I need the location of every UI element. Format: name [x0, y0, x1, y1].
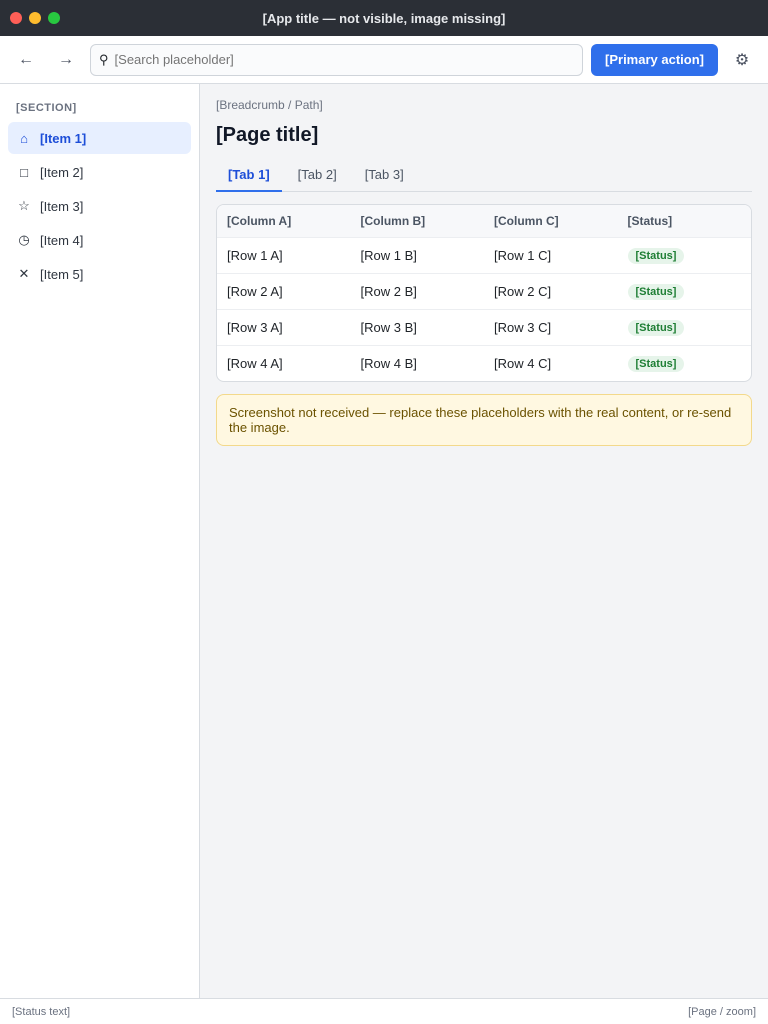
table-header-row	[217, 205, 751, 238]
breadcrumb[interactable]: [Breadcrumb / Path]	[216, 98, 323, 112]
sidebar-item-label: [Item 3]	[40, 198, 84, 214]
home-icon: ⌂	[20, 130, 28, 146]
search-input[interactable]	[115, 52, 574, 67]
minimize-window-button[interactable]	[29, 12, 41, 24]
clock-icon: ◷	[18, 232, 30, 247]
tab-bar	[216, 159, 752, 192]
sidebar-item-4[interactable]	[8, 224, 191, 256]
table-cell: [Row 2 C]	[484, 274, 618, 310]
table-cell: [Row 3 B]	[351, 310, 485, 346]
arrow-right-icon[interactable]: →	[58, 50, 74, 68]
table-cell: [Row 4 C]	[494, 356, 552, 371]
trash-icon: ✕	[18, 266, 30, 281]
search-box[interactable]	[90, 44, 583, 76]
data-table	[217, 205, 751, 381]
arrow-left-icon[interactable]: ←	[18, 50, 34, 68]
sidebar-item-2[interactable]	[8, 156, 191, 188]
sidebar-item-5[interactable]	[8, 258, 191, 290]
window-title: [App title — not visible, image missing]	[262, 10, 506, 26]
star-icon: ☆	[18, 198, 30, 213]
table-row[interactable]	[217, 274, 751, 310]
sidebar-item-1[interactable]	[8, 122, 191, 154]
status-text: [Status text]	[12, 1005, 71, 1018]
window-controls	[10, 12, 60, 24]
sidebar-item-label: [Item 4]	[40, 232, 84, 248]
status-badge: [Status]	[628, 284, 685, 300]
sidebar-heading: [SECTION]	[16, 102, 77, 114]
table-cell: [Row 1 C]	[484, 238, 618, 274]
table-row[interactable]	[217, 238, 751, 274]
table-row[interactable]	[217, 310, 751, 346]
table-cell: [Row 1 A]	[217, 238, 351, 274]
sidebar-item-label: [Item 5]	[40, 266, 84, 282]
table-cell	[618, 274, 752, 310]
data-table-card	[216, 204, 752, 382]
search-icon: ⚲	[99, 51, 109, 67]
sidebar-item-label: [Item 2]	[40, 164, 84, 180]
page-title: [Page title]	[216, 124, 319, 146]
tab-3[interactable]: [Tab 3]	[364, 167, 404, 182]
title-bar	[0, 0, 768, 36]
table-cell: [Row 3 C]	[484, 310, 618, 346]
status-badge: [Status]	[628, 356, 685, 372]
tab-1[interactable]: [Tab 1]	[216, 159, 282, 192]
tab-2[interactable]: [Tab 2]	[297, 167, 337, 182]
column-header[interactable]: [Status]	[618, 205, 752, 238]
toolbar	[0, 36, 768, 84]
table-row[interactable]	[217, 346, 751, 382]
app-body	[0, 84, 768, 998]
table-cell	[618, 346, 752, 382]
table-cell	[618, 238, 752, 274]
maximize-window-button[interactable]	[48, 12, 60, 24]
status-bar	[0, 998, 768, 1024]
table-cell: [Row 2 B]	[351, 274, 485, 310]
status-badge: [Status]	[628, 248, 685, 264]
column-header[interactable]: [Column B]	[351, 205, 485, 238]
primary-action-button[interactable]: [Primary action]	[591, 44, 718, 76]
table-cell: [Row 2 A]	[217, 274, 351, 310]
table-cell: [Row 4 B]	[360, 356, 417, 371]
close-window-button[interactable]	[10, 12, 22, 24]
table-cell: [Row 1 B]	[351, 238, 485, 274]
sidebar	[0, 84, 200, 998]
column-header[interactable]: [Column A]	[217, 205, 351, 238]
sidebar-item-3[interactable]	[8, 190, 191, 222]
sidebar-item-label: [Item 1]	[40, 130, 87, 146]
page-indicator: [Page / zoom]	[688, 1005, 756, 1018]
status-badge: [Status]	[628, 320, 685, 336]
table-cell	[618, 310, 752, 346]
table-cell: [Row 4 A]	[227, 356, 283, 371]
main-content	[200, 84, 768, 998]
column-header[interactable]: [Column C]	[484, 205, 618, 238]
notice-banner: Screenshot not received — replace these placeholders with the real content, or re-send the image.	[216, 394, 752, 446]
table-cell: [Row 3 A]	[217, 310, 351, 346]
gear-icon[interactable]: ⚙	[734, 51, 750, 69]
folder-icon: □	[20, 164, 28, 180]
